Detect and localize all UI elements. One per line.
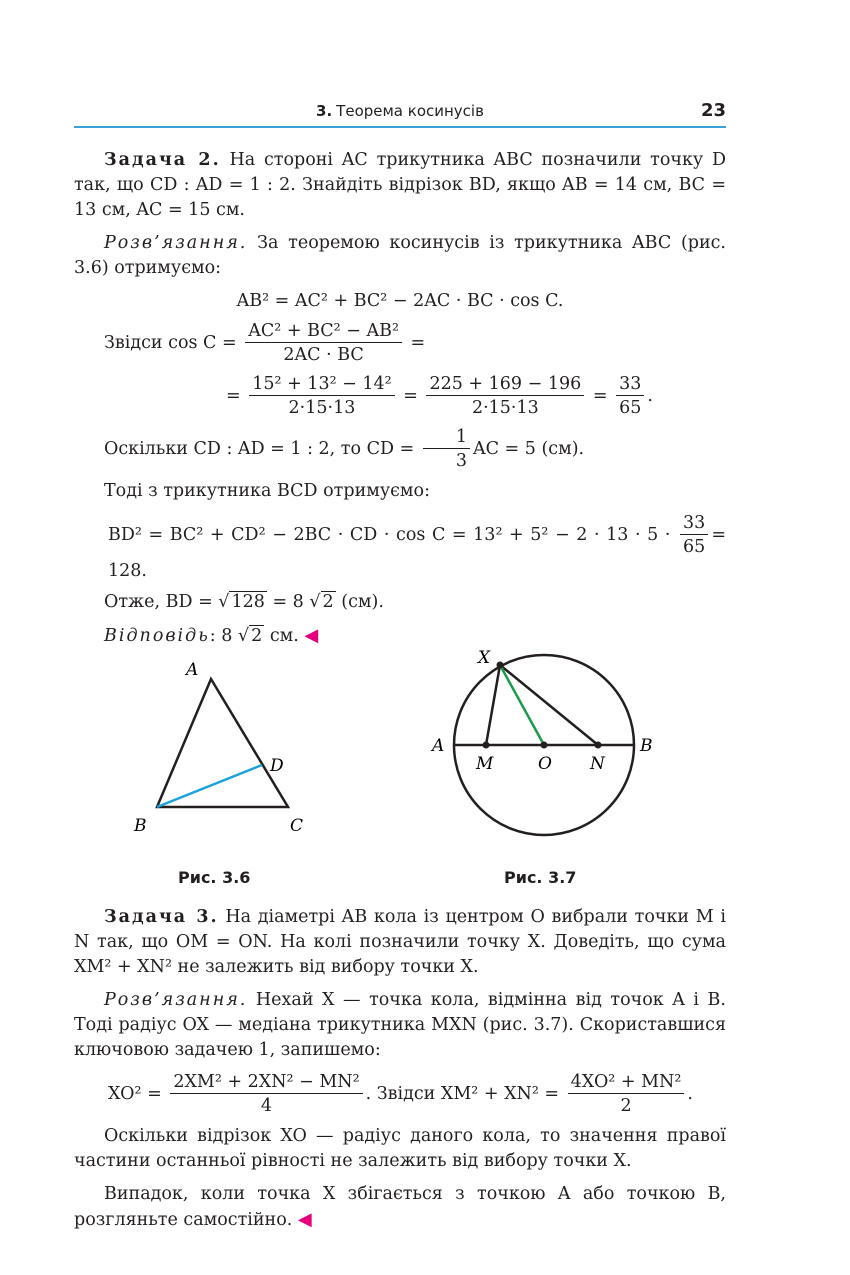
eq4-left: BD² = BC² + CD² − 2BC · CD · cos C = 13² + 5² − 2 · 13 · 5 · — [108, 525, 671, 545]
end-marker-icon: ◀ — [297, 1209, 312, 1230]
figure-3-6-triangle — [133, 660, 303, 836]
fraction-numerator: 2XM² + 2XN² − MN² — [170, 1071, 362, 1094]
problem3-label: Задача 3. — [104, 907, 219, 927]
equation-bd — [74, 512, 726, 584]
point-o — [541, 742, 548, 749]
label-b2: B — [640, 736, 653, 756]
fraction-numerator: 1 — [423, 426, 470, 449]
fraction-denominator: 3 — [455, 451, 467, 471]
chapter-number: 3. — [316, 102, 333, 120]
fraction-denominator: 2·15·13 — [471, 398, 539, 418]
label-d: D — [270, 756, 284, 776]
fraction-numerator: AC² + BC² − AB² — [245, 320, 402, 343]
segment-xm — [486, 665, 500, 745]
point-x — [497, 662, 504, 669]
problem2-label: Задача 2. — [104, 150, 221, 170]
fraction — [423, 426, 470, 473]
equation-cosine-law: AB² = AC² + BC² − 2AC · BC · cos C. — [236, 291, 564, 311]
answer-unit: см. — [269, 626, 299, 646]
solution-label: Розв’язання. — [104, 990, 248, 1010]
problem3-solution-text: Нехай X — точка кола, відмінна від точок A і B. Тоді радіус OX — медіана трикутника MXN (рис. 3.7). Скориставшися ключовою задачею 1, запишемо: — [74, 990, 726, 1060]
problem2-solution-intro — [74, 231, 726, 281]
fraction-denominator: 65 — [683, 537, 706, 557]
label-c: C — [290, 816, 304, 836]
problem3-text: На діаметрі AB кола із центром O вибрали точки M і N так, що OM = ON. На колі позначили точку X. Доведіть, що сума XM² + XN² не залежить від вибору точки X. — [74, 907, 726, 977]
line-so: Отже, BD = √ 128 = 8 √ 2 (см). — [104, 592, 384, 612]
chapter-title: Теорема косинусів — [336, 102, 484, 120]
end-marker-icon: ◀ — [304, 625, 319, 646]
triangle-abc — [157, 679, 288, 807]
answer-sqrt: 2 — [251, 626, 263, 646]
solution-intro-text: За теоремою косинусів із трикутника ABC (рис. 3.6) отримуємо: — [74, 233, 726, 278]
fraction-denominator: 2AC · BC — [283, 345, 364, 365]
caption-fig-3-7: Рис. 3.7 — [504, 868, 577, 887]
fraction-denominator: 2·15·13 — [288, 398, 356, 418]
so-mid: = 8 — [272, 592, 304, 612]
fraction-numerator: 33 — [680, 512, 708, 535]
line-since-cd — [74, 426, 726, 473]
answer-label: Відповідь — [104, 626, 210, 646]
figure-svg — [74, 648, 726, 869]
label-m: M — [476, 754, 494, 774]
figure-3-7-circle — [430, 648, 653, 835]
label-o: O — [538, 754, 552, 774]
problem3-statement — [74, 905, 726, 980]
fraction-numerator: 225 + 169 − 196 — [426, 373, 584, 396]
fraction — [245, 320, 402, 367]
segment-xn — [500, 665, 598, 745]
eq-mid: . Звідси XM² + XN² = — [365, 1084, 560, 1104]
eq-left: XO² = — [108, 1084, 162, 1104]
page-header — [74, 98, 726, 128]
page-content — [74, 148, 726, 1241]
figures-row — [74, 648, 726, 899]
since-text: Оскільки CD : AD = 1 : 2, то CD = — [104, 439, 415, 459]
page-number: 23 — [700, 100, 726, 121]
segment-xo — [500, 665, 544, 745]
problem3-para3 — [74, 1182, 726, 1233]
eq2-prefix: Звідси cos C = — [104, 333, 237, 353]
fraction — [426, 373, 584, 420]
point-n — [595, 742, 602, 749]
problem2-statement — [74, 148, 726, 223]
sqrt-value: 128 — [231, 592, 265, 612]
label-a2: A — [432, 736, 445, 756]
fraction-denominator: 65 — [619, 398, 642, 418]
so-tail: (см). — [341, 592, 384, 612]
problem3-para2: Оскільки відрізок XO — радіус даного кола, то значення правої частини останньої рівності не залежить від вибору точки X. — [74, 1126, 726, 1171]
eq4-right: = 128. — [108, 525, 726, 581]
sqrt-value: 2 — [322, 592, 334, 612]
fraction — [249, 373, 394, 420]
point-m — [483, 742, 490, 749]
label-n: N — [590, 754, 605, 774]
since-tail: AC = 5 (см). — [472, 439, 585, 459]
para3-text: Випадок, коли точка X збігається з точкою A або точкою B, розгляньте самостійно. — [74, 1184, 726, 1230]
equation-median: XO² = $\frac{\text{2XM² + 2XN² − MN²}}{4}$ . Звідси XM² + XN² = $\frac{\text{4XO² + MN²}}{2}$ . — [108, 1072, 693, 1116]
fraction — [680, 512, 708, 559]
answer-value: 8 — [221, 626, 233, 646]
solution-label: Розв’язання. — [104, 233, 248, 253]
problem3-solution — [74, 988, 726, 1063]
label-x: X — [478, 648, 491, 668]
line-then: Тоді з трикутника BCD отримуємо: — [104, 481, 430, 501]
caption-fig-3-6: Рис. 3.6 — [178, 868, 251, 887]
fraction-denominator: 2 — [620, 1096, 632, 1116]
fraction-numerator: 15² + 13² − 14² — [249, 373, 394, 396]
answer-line: Відповідь: 8 √ 2 см. ◀ — [104, 625, 319, 646]
fraction-numerator: 33 — [616, 373, 644, 396]
equation-cos-c: Звідси cos C = $\frac{\text{AC² + BC² − AB²}}{2AC \cdot BC}$ = — [104, 321, 426, 365]
fraction-numerator: 4XO² + MN² — [568, 1071, 685, 1094]
so-text: Отже, BD = — [104, 592, 213, 612]
fraction — [568, 1071, 685, 1118]
running-title — [74, 102, 726, 120]
equation-cos-c-value: = $\frac{\text{15² + 13² − 14²}}{2\cdot 15\cdot 13}$ = $\frac{225 + 169 - 196}{2\cdot 15\cdot 13}$ = $\frac{33}{65}$ . — [226, 374, 653, 418]
label-a: A — [186, 660, 199, 680]
problem2-text: На стороні AC трикутника ABC позначили точку D так, що CD : AD = 1 : 2. Знайдіть відрізок BD, якщо AB = 14 см, BC = 13 см, AC = 15 см. — [74, 150, 726, 220]
label-b: B — [134, 816, 147, 836]
fraction — [170, 1071, 362, 1118]
fraction-denominator: 4 — [260, 1096, 273, 1116]
fraction — [616, 373, 644, 420]
